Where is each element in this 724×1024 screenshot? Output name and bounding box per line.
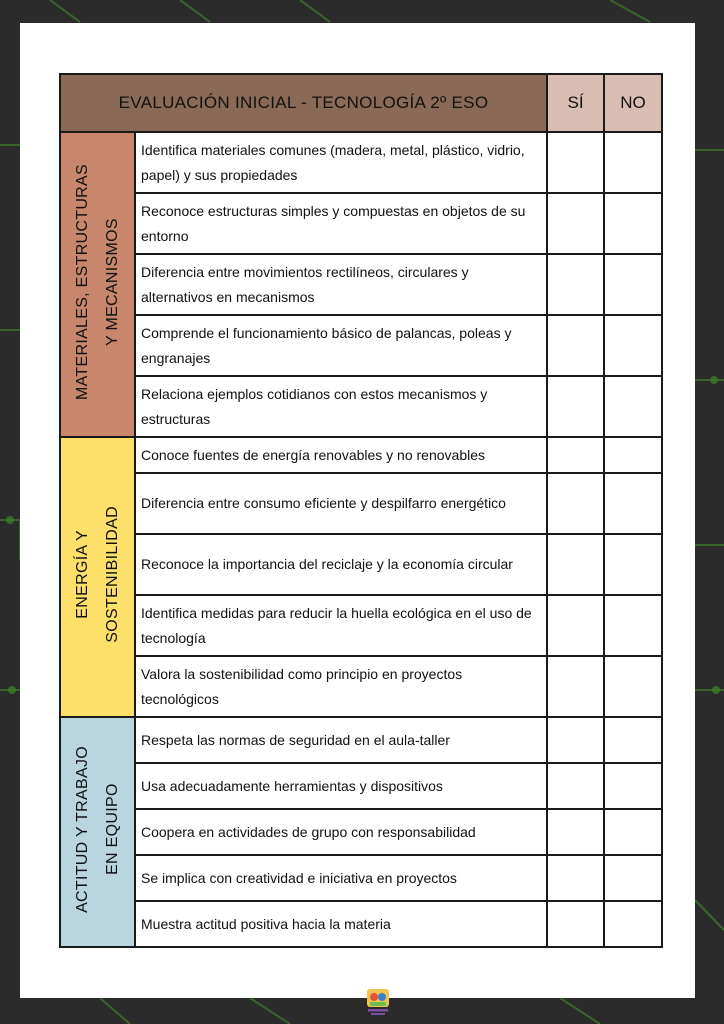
criterion-text: Conoce fuentes de energía renovables y no renovables — [135, 437, 547, 473]
no-checkbox-cell[interactable] — [604, 193, 662, 254]
yes-checkbox-cell[interactable] — [547, 376, 604, 437]
table-row — [60, 595, 662, 656]
no-checkbox-cell[interactable] — [604, 254, 662, 315]
criterion-text: Diferencia entre consumo eficiente y despilfarro energético — [135, 473, 547, 534]
table-row — [60, 193, 662, 254]
table-row — [60, 763, 662, 809]
table-title: EVALUACIÓN INICIAL - TECNOLOGÍA 2º ESO — [60, 74, 547, 132]
table-row — [60, 437, 662, 473]
category-attitude — [60, 717, 135, 947]
yes-checkbox-cell[interactable] — [547, 132, 604, 193]
table-row — [60, 254, 662, 315]
no-checkbox-cell[interactable] — [604, 809, 662, 855]
criterion-text: Reconoce la importancia del reciclaje y la economía circular — [135, 534, 547, 595]
table-row — [60, 534, 662, 595]
yes-checkbox-cell[interactable] — [547, 595, 604, 656]
yes-checkbox-cell[interactable] — [547, 534, 604, 595]
no-checkbox-cell[interactable] — [604, 763, 662, 809]
category-energy — [60, 437, 135, 717]
yes-checkbox-cell[interactable] — [547, 656, 604, 717]
table-row — [60, 656, 662, 717]
no-checkbox-cell[interactable] — [604, 656, 662, 717]
yes-checkbox-cell[interactable] — [547, 437, 604, 473]
criterion-text: Identifica materiales comunes (madera, metal, plástico, vidrio, papel) y sus propiedades — [135, 132, 547, 193]
no-checkbox-cell[interactable] — [604, 473, 662, 534]
table-header — [60, 74, 662, 132]
no-column-header: NO — [604, 74, 662, 132]
yes-column-header: SÍ — [547, 74, 604, 132]
evaluation-sheet — [20, 23, 695, 998]
category-label: MATERIALES, ESTRUCTURAS Y MECANISMOS — [73, 164, 121, 400]
yes-checkbox-cell[interactable] — [547, 254, 604, 315]
criterion-text: Reconoce estructuras simples y compuestas en objetos de su entorno — [135, 193, 547, 254]
table-row — [60, 315, 662, 376]
yes-checkbox-cell[interactable] — [547, 763, 604, 809]
yes-checkbox-cell[interactable] — [547, 315, 604, 376]
table-row — [60, 376, 662, 437]
yes-checkbox-cell[interactable] — [547, 717, 604, 763]
criterion-text: Respeta las normas de seguridad en el aula-taller — [135, 717, 547, 763]
table-row — [60, 717, 662, 763]
table-row — [60, 809, 662, 855]
evaluation-table — [59, 73, 663, 948]
logo-icon — [365, 988, 391, 1016]
category-label: ENERGÍA Y SOSTENIBILIDAD — [73, 506, 121, 643]
no-checkbox-cell[interactable] — [604, 437, 662, 473]
criterion-text: Valora la sostenibilidad como principio en proyectos tecnológicos — [135, 656, 547, 717]
criterion-text: Diferencia entre movimientos rectilíneos, circulares y alternativos en mecanismos — [135, 254, 547, 315]
criterion-text: Comprende el funcionamiento básico de palancas, poleas y engranajes — [135, 315, 547, 376]
no-checkbox-cell[interactable] — [604, 315, 662, 376]
criterion-text: Muestra actitud positiva hacia la materia — [135, 901, 547, 947]
category-materials — [60, 132, 135, 437]
table-row — [60, 132, 662, 193]
criterion-text: Relaciona ejemplos cotidianos con estos mecanismos y estructuras — [135, 376, 547, 437]
no-checkbox-cell[interactable] — [604, 901, 662, 947]
table-row — [60, 901, 662, 947]
no-checkbox-cell[interactable] — [604, 376, 662, 437]
criterion-text: Identifica medidas para reducir la huella ecológica en el uso de tecnología — [135, 595, 547, 656]
yes-checkbox-cell[interactable] — [547, 855, 604, 901]
no-checkbox-cell[interactable] — [604, 132, 662, 193]
yes-checkbox-cell[interactable] — [547, 901, 604, 947]
no-checkbox-cell[interactable] — [604, 717, 662, 763]
table-row — [60, 473, 662, 534]
category-label: ACTITUD Y TRABAJO EN EQUIPO — [73, 746, 121, 913]
criterion-text: Coopera en actividades de grupo con responsabilidad — [135, 809, 547, 855]
criterion-text: Usa adecuadamente herramientas y dispositivos — [135, 763, 547, 809]
no-checkbox-cell[interactable] — [604, 855, 662, 901]
no-checkbox-cell[interactable] — [604, 534, 662, 595]
criterion-text: Se implica con creatividad e iniciativa en proyectos — [135, 855, 547, 901]
yes-checkbox-cell[interactable] — [547, 473, 604, 534]
no-checkbox-cell[interactable] — [604, 595, 662, 656]
yes-checkbox-cell[interactable] — [547, 809, 604, 855]
table-row — [60, 855, 662, 901]
yes-checkbox-cell[interactable] — [547, 193, 604, 254]
